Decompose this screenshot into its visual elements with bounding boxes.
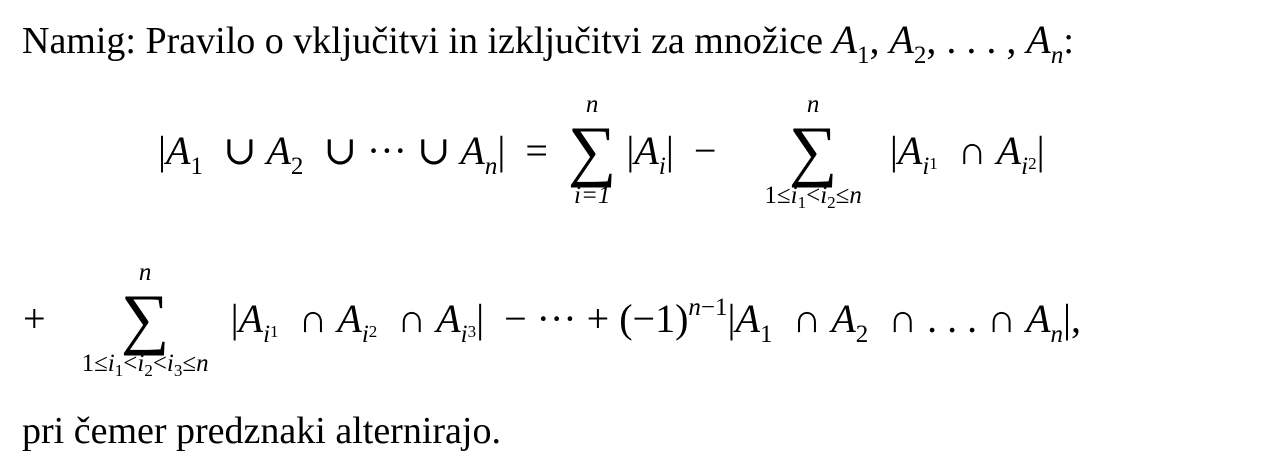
hint-prefix: Namig: Pravilo o vključitvi in izključitvi za množice (22, 20, 833, 62)
sum-3-upper: n (138, 259, 152, 286)
sum-3: n ∑ $1\le i_1<i_2<i_3\le n$ (81, 259, 209, 380)
minus-sign: − (693, 127, 717, 173)
term-3: $|A_i1$ ∩ $A_i2$ ∩ $A_i3|$ (230, 295, 485, 348)
formula-line-2 (23, 259, 1082, 380)
sum-1: n ∑ i=1 (567, 91, 617, 209)
sum-1-upper: n (585, 91, 599, 118)
formula-line-1 (158, 91, 1045, 212)
sum-2-upper: n (806, 91, 820, 118)
sum-3-lower: $1\le i_1<i_2<i_3\le n$ (81, 349, 209, 380)
lhs-union: $|A_1$ ∪ $A_2$ ∪ ··· ∪ $A_n|$ (158, 127, 506, 180)
tail-expression: − ··· + $(-1)^{n-1}|A_1$ ∩ $A_2$ ∩ . . . ∩ $A_n|$, (504, 293, 1082, 348)
equals-sign: = (525, 127, 548, 173)
sum-2: n ∑ $1\le i_1<i_2\le n$ (764, 91, 862, 212)
hint-colon: : (1063, 20, 1074, 62)
hint-line (22, 17, 1074, 69)
sets-expression: $A_1$, $A_2$, . . . , $A_n$ (832, 17, 1064, 69)
term-2: $|A_i1$ ∩ $A_i2|$ (889, 127, 1045, 180)
term-1: $|A_i|$ (626, 127, 674, 180)
sum-2-lower: $1\le i_1<i_2\le n$ (764, 181, 862, 212)
sum-1-lower: i=1 (574, 181, 611, 209)
closing-remark: pri čemer predznaki alternirajo. (22, 410, 501, 452)
plus-sign: + (23, 295, 46, 341)
